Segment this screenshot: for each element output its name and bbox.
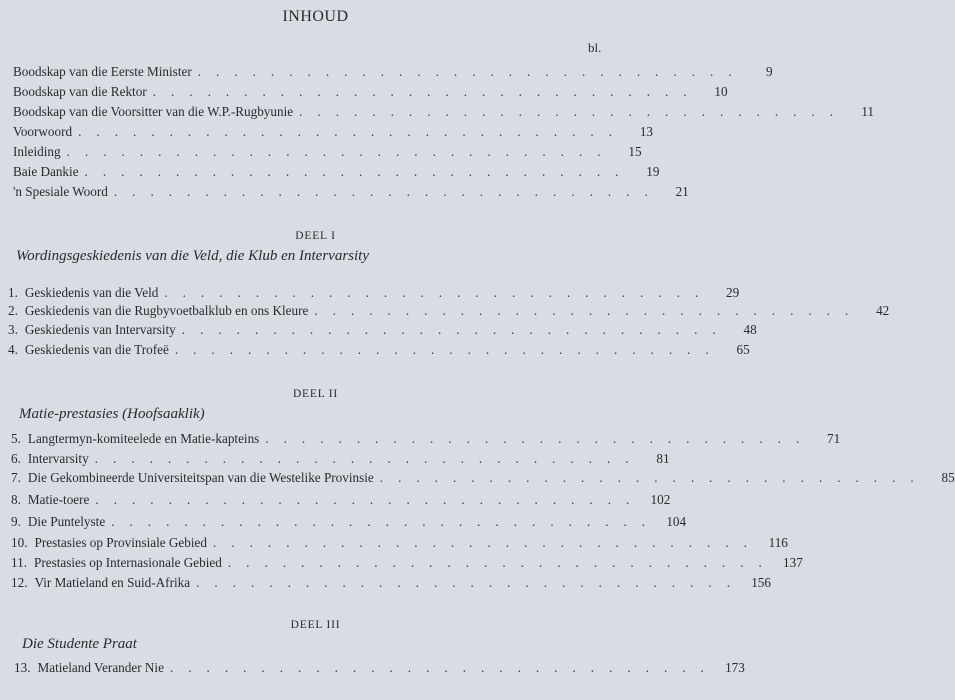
leader-dots: .............................. [314,303,864,318]
leader-dots: .............................. [94,451,644,466]
entry-page: 102 [650,492,671,507]
entry-page: 137 [783,555,803,570]
entry-title: Die Gekombineerde Universiteitspan van die Westelike Provinsie [27,470,374,485]
toc-entry [8,303,890,321]
entry-page: 10 [714,84,728,99]
entry-title: Voorwoord [13,124,73,139]
leader-dots: .............................. [113,184,663,199]
entry-page: 21 [675,184,689,199]
entry-page: 48 [743,322,757,337]
chapter-number: 3. [8,322,18,337]
entry-title: Inleiding [13,144,61,159]
entry-title: Matie-toere [27,492,90,507]
entry-page: 116 [768,535,788,550]
toc-entry [11,514,687,532]
toc-entry [11,431,841,449]
entry-title: Matieland Verander Nie [37,660,164,675]
entry-title: Prestasies op Provinsiale Gebied [34,535,207,550]
page-heading: INHOUD [282,8,349,25]
toc-entry [11,492,671,510]
entry-page: 15 [628,144,642,159]
chapter-number: 13. [14,660,31,675]
leader-dots: .............................. [174,342,724,357]
part-title: Matie-prestasies (Hoofsaaklik) [19,406,205,422]
entry-page: 13 [639,124,654,139]
chapter-number: 6. [11,451,21,466]
part-label: DEEL II [292,388,339,400]
entry-page: 19 [646,164,660,179]
entry-page: 81 [656,451,670,466]
chapter-number: 9. [11,514,21,529]
entry-page: 156 [751,575,771,590]
entry-title: Intervarsity [27,451,89,466]
chapter-number: 7. [11,470,21,485]
toc-entry [11,535,788,553]
chapter-number: 4. [8,342,18,357]
entry-page: 11 [861,104,875,119]
chapter-number: 2. [8,303,18,318]
toc-entry [13,124,654,142]
toc-entry [11,555,803,573]
entry-page: 71 [827,431,841,446]
toc-entry [13,84,728,102]
entry-page: 29 [726,285,740,300]
toc-entry [13,144,642,162]
toc-entry [13,184,689,202]
toc-entry [11,575,771,593]
leader-dots: .............................. [95,492,645,507]
entry-page: 42 [876,303,890,318]
leader-dots: .............................. [265,431,815,446]
entry-page: 173 [725,660,745,675]
entry-title: Geskiedenis van die Trofeë [24,342,169,357]
part-label: DEEL III [290,619,341,631]
toc-entry [13,104,875,122]
entry-title: Baie Dankie [13,164,79,179]
toc-entry [11,470,955,488]
toc-entry [8,285,740,303]
leader-dots: .............................. [66,144,616,159]
part-title: Die Studente Praat [22,636,137,652]
entry-title: Boodskap van die Rektor [13,84,147,99]
entry-title: 'n Spesiale Woord [13,184,108,199]
leader-dots: .............................. [169,660,719,675]
leader-dots: .............................. [299,104,849,119]
leader-dots: .............................. [152,84,702,99]
leader-dots: .............................. [227,555,777,570]
chapter-number: 11. [11,555,27,570]
chapter-number: 8. [11,492,21,507]
leader-dots: .............................. [213,535,762,550]
entry-title: Geskiedenis van Intervarsity [24,322,176,337]
page-column-label: bl. [588,40,602,55]
toc-entry [14,660,745,678]
toc-entry [8,322,757,340]
entry-title: Boodskap van die Eerste Minister [13,64,192,79]
leader-dots: .............................. [164,285,714,300]
entry-title: Langtermyn-komiteelede en Matie-kapteins [27,431,260,446]
entry-title: Geskiedenis van die Veld [24,285,159,300]
entry-title: Vir Matieland en Suid-Afrika [34,575,191,590]
leader-dots: .............................. [196,575,745,590]
part-title: Wordingsgeskiedenis van die Veld, die Klub en Intervarsity [16,248,369,264]
toc-entry [13,64,773,82]
toc-entry [13,164,660,182]
toc-entry [11,451,670,469]
leader-dots: .............................. [181,322,731,337]
leader-dots: .............................. [379,470,929,485]
entry-page: 104 [666,514,687,529]
entry-title: Boodskap van die Voorsitter van die W.P.-Rugbyunie [13,104,294,119]
part-label: DEEL I [295,230,336,242]
chapter-number: 12. [11,575,28,590]
leader-dots: .............................. [197,64,747,79]
leader-dots: .............................. [84,164,634,179]
chapter-number: 5. [11,431,21,446]
leader-dots: .............................. [111,514,661,529]
entry-title: Geskiedenis van die Rugbyvoetbalklub en ons Kleure [24,303,309,318]
entry-title: Die Puntelyste [27,514,106,529]
entry-page: 85 [941,470,955,485]
entry-title: Prestasies op Internasionale Gebied [34,555,222,570]
entry-page: 65 [736,342,750,357]
toc-entry [8,342,750,360]
leader-dots: .............................. [78,124,628,139]
chapter-number: 10. [11,535,28,550]
chapter-number: 1. [8,285,18,300]
entry-page: 9 [766,64,773,79]
